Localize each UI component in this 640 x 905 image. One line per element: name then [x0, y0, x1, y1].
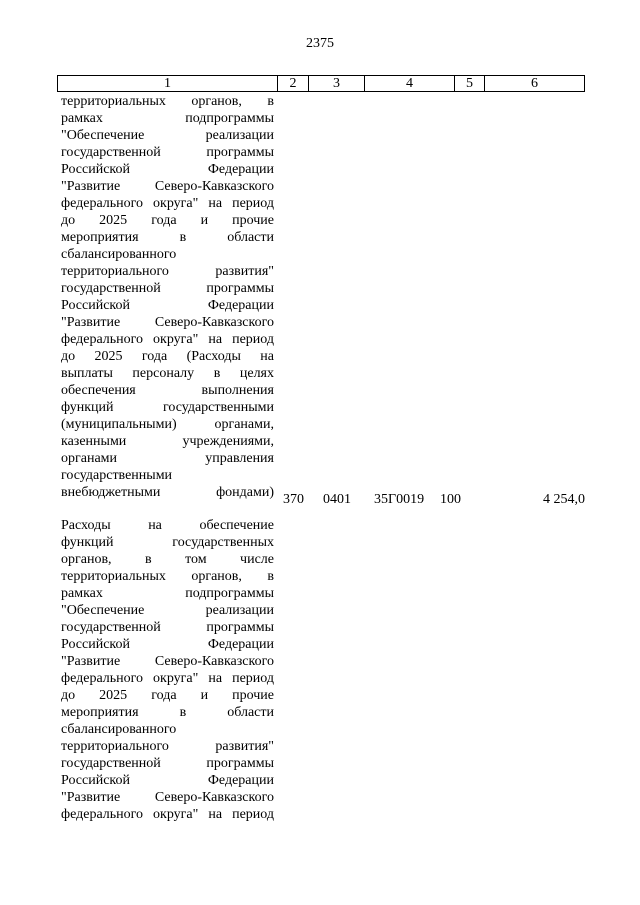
description-line: государственной программы	[61, 620, 274, 635]
header-col-5: 5	[455, 76, 485, 91]
description-line: Российской Федерации	[61, 773, 274, 788]
cell-col-3: 0401	[323, 492, 351, 507]
description-line: органов, в том числе	[61, 552, 274, 567]
description-line: Расходы на обеспечение	[61, 518, 274, 533]
description-line: до 2025 года и прочие	[61, 213, 274, 228]
description-line: "Обеспечение реализации	[61, 603, 274, 618]
description-line: государственными	[61, 468, 173, 483]
header-col-2: 2	[278, 76, 309, 91]
table-row	[57, 517, 585, 827]
description-line: обеспечения выполнения	[61, 383, 274, 398]
header-col-1: 1	[58, 76, 278, 91]
description-line: мероприятия в области	[61, 705, 274, 720]
row-description	[61, 93, 274, 501]
description-line: федерального округа" на период	[61, 196, 274, 211]
description-line: территориального развития"	[61, 264, 274, 279]
description-line: территориальных органов, в	[61, 94, 274, 109]
header-col-4: 4	[365, 76, 455, 91]
cell-col-4: 35Г0019	[374, 492, 425, 507]
description-line: Российской Федерации	[61, 162, 274, 177]
description-line: федерального округа" на период	[61, 807, 274, 822]
description-line: государственной программы	[61, 281, 274, 296]
description-line: выплаты персоналу в целях	[61, 366, 274, 381]
header-col-6: 6	[531, 76, 538, 91]
description-line: "Обеспечение реализации	[61, 128, 274, 143]
description-line: федерального округа" на период	[61, 332, 274, 347]
description-line: рамках подпрограммы	[61, 586, 274, 601]
table-row	[57, 93, 585, 511]
table-header	[57, 75, 585, 92]
description-line: функций государственных	[61, 535, 274, 550]
description-line: сбалансированного	[61, 247, 177, 262]
row-description	[61, 517, 274, 823]
cell-col-6: 4 254,0	[543, 492, 585, 507]
description-line: внебюджетными фондами)	[61, 485, 274, 500]
description-line: (муниципальными) органами,	[61, 417, 274, 432]
description-line: рамках подпрограммы	[61, 111, 274, 126]
header-col-3: 3	[309, 76, 365, 91]
description-line: казенными учреждениями,	[61, 434, 274, 449]
description-line: до 2025 года (Расходы на	[61, 349, 274, 364]
description-line: функций государственными	[61, 400, 274, 415]
description-line: "Развитие Северо-Кавказского	[61, 315, 274, 330]
description-line: территориальных органов, в	[61, 569, 274, 584]
description-line: сбалансированного	[61, 722, 177, 737]
description-line: до 2025 года и прочие	[61, 688, 274, 703]
description-line: "Развитие Северо-Кавказского	[61, 654, 274, 669]
description-line: Российской Федерации	[61, 637, 274, 652]
description-line: "Развитие Северо-Кавказского	[61, 179, 274, 194]
description-line: Российской Федерации	[61, 298, 274, 313]
page-number: 2375	[306, 36, 334, 51]
description-line: территориального развития"	[61, 739, 274, 754]
description-line: государственной программы	[61, 145, 274, 160]
description-line: государственной программы	[61, 756, 274, 771]
cell-col-2: 370	[283, 492, 304, 507]
description-line: мероприятия в области	[61, 230, 274, 245]
description-line: федерального округа" на период	[61, 671, 274, 686]
description-line: "Развитие Северо-Кавказского	[61, 790, 274, 805]
cell-col-5: 100	[440, 492, 461, 507]
description-line: органами управления	[61, 451, 274, 466]
